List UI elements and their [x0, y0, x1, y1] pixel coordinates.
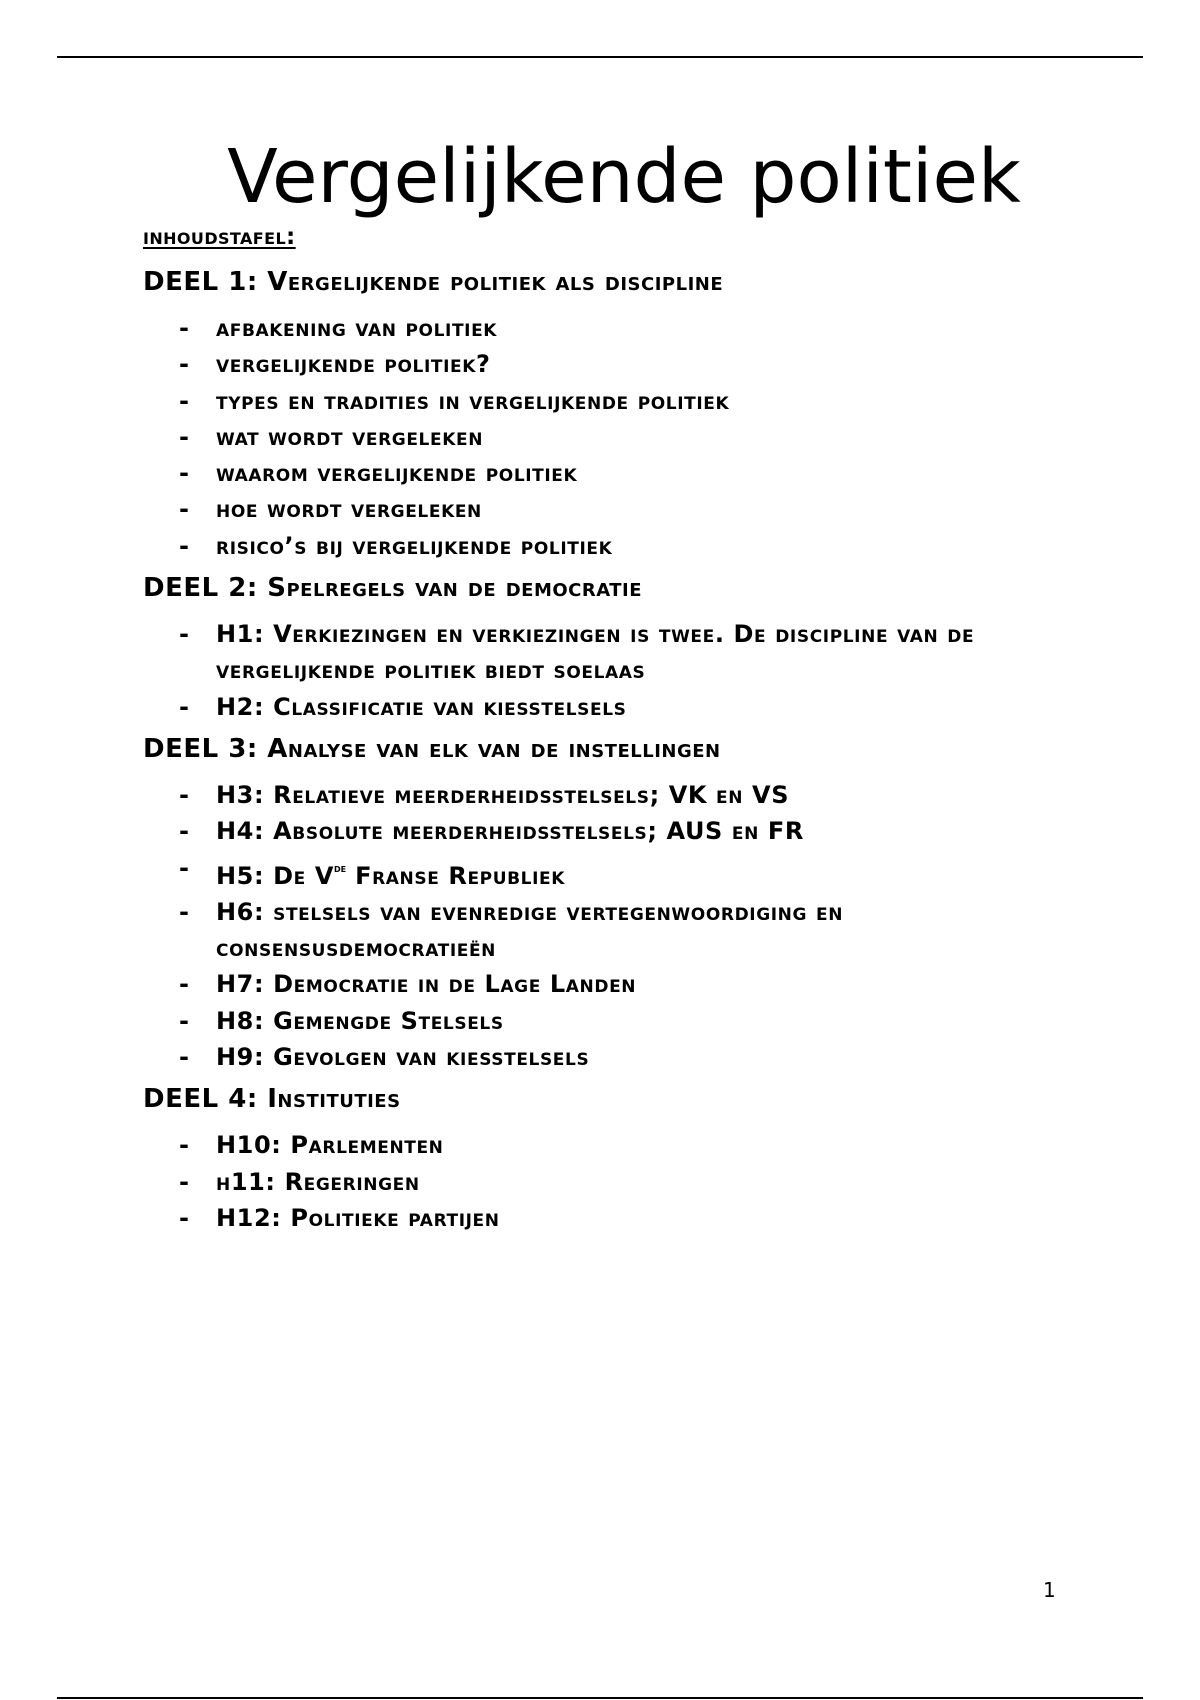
page-content — [143, 134, 1093, 1242]
section-title: DEEL 1: Vergelijkende politiek als discipline — [143, 267, 724, 297]
bullet-dash: - — [179, 531, 190, 560]
toc-item — [143, 528, 1093, 564]
toc-item — [143, 1127, 1093, 1163]
toc-item-label: H8: Gemengde Stelsels — [216, 1006, 504, 1035]
toc-item — [143, 1003, 1093, 1039]
toc-item-label: H6: stelsels van evenredige vertegenwoordiging en consensusdemocratieën — [216, 897, 844, 963]
toc-item-label: types en tradities in vergelijkende politiek — [216, 386, 730, 415]
toc-item — [143, 689, 1093, 725]
bullet-dash: - — [179, 780, 190, 809]
toc-item — [143, 777, 1093, 813]
section-items — [143, 1127, 1093, 1236]
toc-item — [143, 383, 1093, 419]
bullet-dash: - — [179, 1203, 190, 1232]
section-title: DEEL 2: Spelregels van de democratie — [143, 573, 643, 604]
bullet-dash: - — [179, 620, 190, 649]
bullet-dash: - — [179, 692, 190, 721]
toc-item-label: afbakening van politiek — [216, 314, 498, 342]
ordinal-superscript: de — [334, 860, 347, 875]
bullet-dash: - — [179, 970, 190, 999]
bullet-dash: - — [179, 459, 190, 488]
toc-item-label: wat wordt vergeleken — [216, 422, 484, 451]
toc-item — [143, 616, 1093, 689]
toc-item — [143, 966, 1093, 1002]
section-title: DEEL 3: Analyse van elk van de instellingen — [143, 733, 721, 764]
section-3 — [143, 731, 1093, 1075]
bullet-dash: - — [179, 1131, 190, 1160]
bullet-dash: - — [179, 350, 190, 379]
bullet-dash: - — [179, 1043, 190, 1072]
toc-item-label: H7: Democratie in de Lage Landen — [216, 970, 637, 999]
footer-rule — [57, 1697, 1143, 1699]
toc-item — [143, 455, 1093, 491]
section-2 — [143, 570, 1093, 725]
toc-item-label — [216, 862, 565, 890]
toc-item-label: vergelijkende politiek? — [216, 350, 491, 379]
toc-item — [143, 813, 1093, 849]
toc-item-label: waarom vergelijkende politiek — [216, 459, 578, 488]
bullet-dash: - — [179, 817, 190, 846]
toc-item — [143, 1039, 1093, 1075]
bullet-dash: - — [179, 495, 190, 524]
bullet-dash: - — [179, 422, 190, 451]
toc-item-label: risico’s bij vergelijkende politiek — [216, 531, 613, 560]
section-items — [143, 616, 1093, 725]
toc-item-label: H12: Politieke partijen — [216, 1203, 500, 1232]
bullet-dash: - — [179, 1006, 190, 1035]
toc-item-label-start: H5: De V — [216, 861, 335, 890]
toc-item-label: H10: Parlementen — [216, 1131, 444, 1160]
toc-item-label: H2: Classificatie van kiesstelsels — [216, 692, 627, 721]
toc-item-label: H1: Verkiezingen en verkiezingen is twee. De discipline van de vergelijkende politiek biedt soelaas — [216, 620, 975, 685]
section-title: DEEL 4: Instituties — [143, 1084, 401, 1115]
toc-item-label: h11: Regeringen — [216, 1167, 420, 1196]
toc-item — [143, 1200, 1093, 1236]
section-1 — [143, 264, 1093, 564]
toc-item-label-end: Franse Republiek — [346, 861, 566, 890]
bullet-dash: - — [179, 897, 190, 926]
bullet-dash: - — [179, 853, 190, 882]
toc-item-label: H9: Gevolgen van kiesstelsels — [216, 1043, 590, 1072]
section-items — [143, 310, 1093, 564]
toc-item-label: hoe wordt vergeleken — [216, 495, 482, 524]
toc-item — [143, 419, 1093, 455]
toc-item — [143, 310, 1093, 346]
toc-item — [143, 850, 1093, 894]
section-4 — [143, 1081, 1093, 1236]
section-items — [143, 777, 1093, 1075]
toc-heading: inhoudstafel: — [143, 224, 296, 250]
bullet-dash: - — [179, 314, 190, 342]
document-title: Vergelijkende politiek — [227, 134, 1021, 220]
toc-item-label: H4: Absolute meerderheidsstelsels; AUS en FR — [216, 817, 804, 846]
toc-item — [143, 894, 1093, 967]
toc-item-label: H3: Relatieve meerderheidsstelsels; VK en VS — [216, 780, 790, 809]
bullet-dash: - — [179, 386, 190, 415]
toc-item — [143, 1164, 1093, 1200]
page-number: 1 — [1043, 1578, 1056, 1602]
toc-item — [143, 346, 1093, 382]
toc-item — [143, 491, 1093, 527]
header-rule — [57, 56, 1143, 58]
bullet-dash: - — [179, 1167, 190, 1196]
